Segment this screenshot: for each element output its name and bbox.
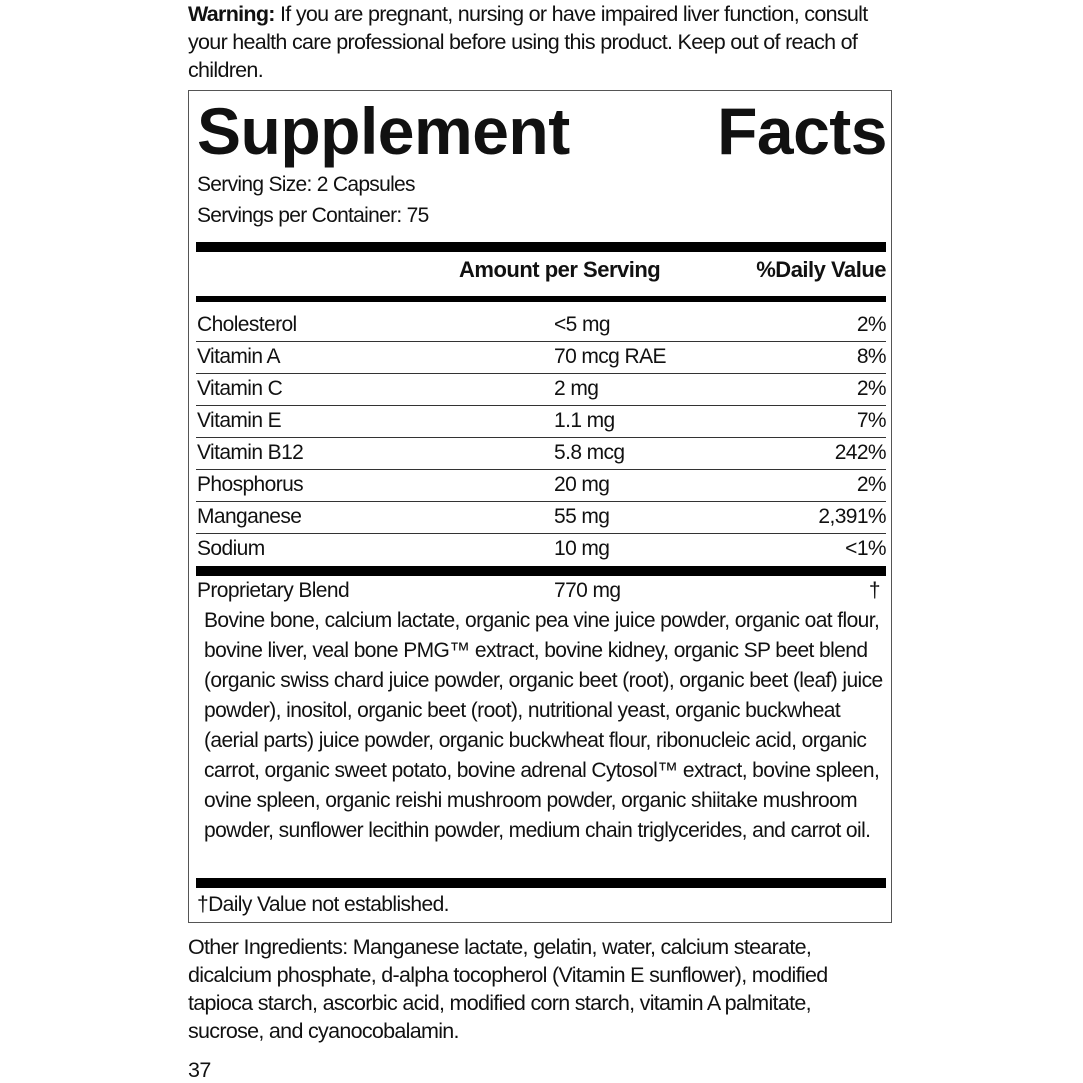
- nutrient-amount: 5.8 mcg: [554, 441, 625, 464]
- blend-name: Proprietary Blend: [197, 579, 350, 602]
- title-word-facts: Facts: [717, 94, 887, 168]
- serving-size: Serving Size: 2 Capsules: [197, 173, 415, 196]
- nutrient-name: Vitamin A: [197, 345, 280, 368]
- nutrient-row: [197, 533, 886, 565]
- nutrient-amount: 2 mg: [554, 377, 599, 400]
- nutrient-row: [197, 469, 886, 501]
- panel-title: [197, 93, 887, 169]
- proprietary-blend-row: [197, 575, 886, 607]
- nutrient-row: [197, 405, 886, 437]
- nutrient-row: [197, 341, 886, 373]
- nutrient-dv: 2%: [856, 313, 886, 336]
- blend-dv: †: [868, 579, 880, 602]
- nutrient-name: Cholesterol: [197, 313, 297, 336]
- footnote: †Daily Value not established.: [197, 893, 449, 916]
- nutrient-dv: 2%: [856, 377, 886, 400]
- nutrient-amount: <5 mg: [554, 313, 610, 336]
- nutrient-name: Manganese: [197, 505, 302, 528]
- warning-label: Warning:: [188, 2, 275, 26]
- nutrient-dv: 2%: [856, 473, 886, 496]
- servings-per-container: Servings per Container: 75: [197, 204, 429, 227]
- nutrient-name: Vitamin E: [197, 409, 282, 432]
- nutrient-name: Phosphorus: [197, 473, 304, 496]
- nutrient-name: Vitamin B12: [197, 441, 304, 464]
- nutrient-dv: 7%: [856, 409, 886, 432]
- nutrient-row: [197, 309, 886, 341]
- blend-ingredients: Bovine bone, calcium lactate, organic pea vine juice powder, organic oat flour, bovine liver, veal bone PMG™ extract, bovine kidney, organic SP beet blend (organic swiss chard juice powder, organic beet (root), organic beet (leaf) juice powder), inositol, organic beet (root), nutritional yeast, organic buckwheat (aerial parts) juice powder, organic buckwheat flour, ribonucleic acid, organic carrot, organic sweet potato, bovine adrenal Cytosol™ extract, bovine spleen, ovine spleen, organic reishi mushroom powder, organic shiitake mushroom powder, sunflower lecithin powder, medium chain triglycerides, and carrot oil.: [204, 609, 883, 842]
- other-ingredients: Other Ingredients: Manganese lactate, gelatin, water, calcium stearate, dicalcium phosphate, d-alpha tocopherol (Vitamin E sunflower), modified tapioca starch, ascorbic acid, modified corn starch, vitamin A palmitate, sucrose, and cyanocobalamin.: [188, 935, 828, 1043]
- nutrient-amount: 1.1 mg: [554, 409, 615, 432]
- supplement-facts-panel: [188, 90, 892, 923]
- nutrient-amount: 20 mg: [554, 473, 610, 496]
- column-headers: [197, 257, 886, 287]
- thick-divider: [196, 878, 886, 888]
- nutrient-amount: 70 mcg RAE: [554, 345, 666, 368]
- warning-body: If you are pregnant, nursing or have impaired liver function, consult your health care professional before using this product. Keep out of reach of children.: [188, 2, 868, 82]
- header-amount: Amount per Serving: [459, 257, 661, 282]
- nutrient-row: [197, 501, 886, 533]
- header-daily-value: %Daily Value: [756, 257, 886, 282]
- nutrient-dv: 8%: [856, 345, 886, 368]
- nutrient-name: Sodium: [197, 537, 265, 560]
- nutrient-dv: 2,391%: [818, 505, 886, 528]
- nutrient-dv: <1%: [845, 537, 886, 560]
- nutrient-row: [197, 373, 886, 405]
- title-word-supplement: Supplement: [197, 94, 570, 168]
- nutrient-name: Vitamin C: [197, 377, 283, 400]
- medium-divider: [196, 296, 886, 302]
- nutrient-row: [197, 437, 886, 469]
- nutrient-dv: 242%: [834, 441, 886, 464]
- nutrient-amount: 55 mg: [554, 505, 610, 528]
- thick-divider: [196, 242, 886, 252]
- blend-amount: 770 mg: [554, 579, 621, 602]
- page-number: 37: [188, 1058, 211, 1082]
- warning-text: [188, 0, 888, 84]
- nutrient-amount: 10 mg: [554, 537, 610, 560]
